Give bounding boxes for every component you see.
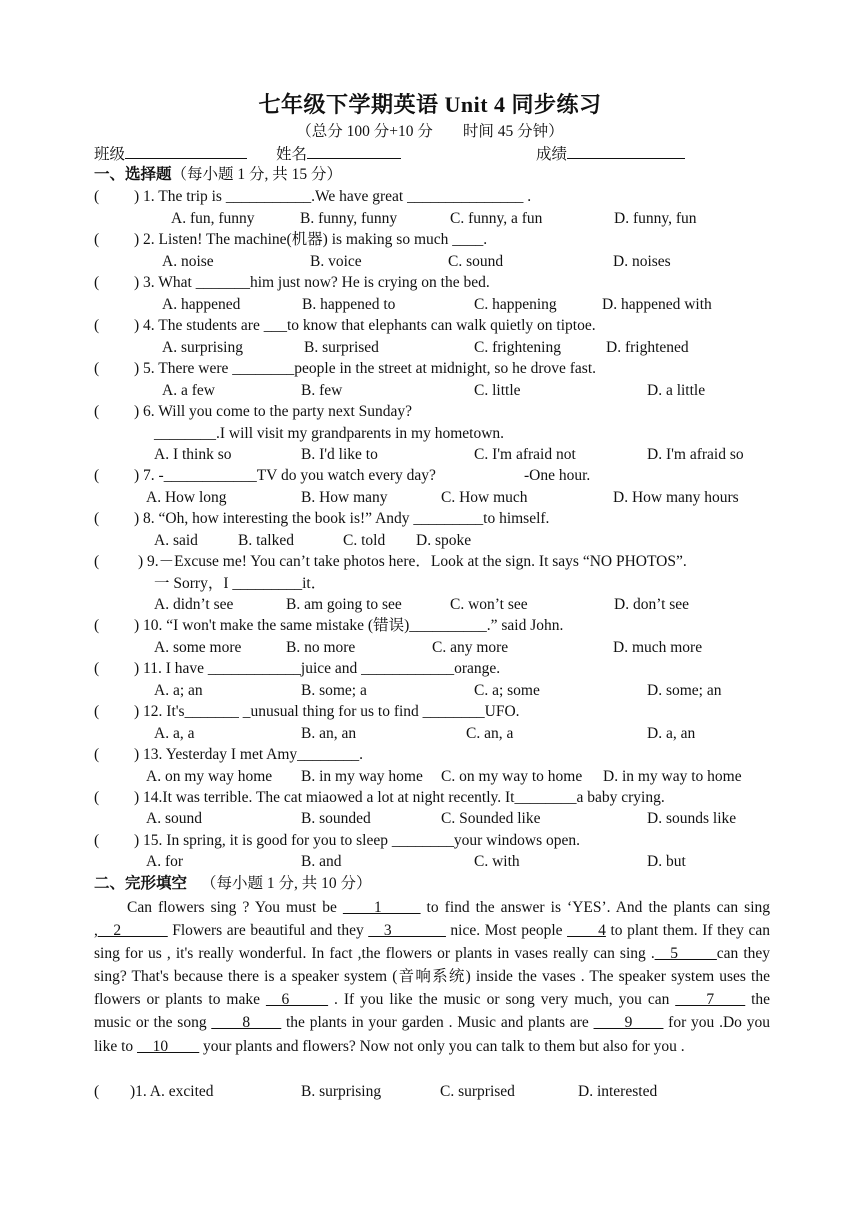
q3-option-c[interactable]: C. happening — [474, 296, 557, 313]
score-blank[interactable] — [567, 143, 685, 159]
question-stem: )1. A. excited — [130, 1083, 214, 1100]
q14-option-c[interactable]: C. Sounded like — [441, 810, 541, 827]
cloze-blank-4[interactable]: ____4 — [567, 922, 606, 940]
q3-option-a[interactable]: A. happened — [162, 296, 241, 313]
q9-option-d[interactable]: D. don’t see — [614, 596, 690, 613]
q15-option-b[interactable]: B. and — [301, 853, 342, 870]
section2-heading — [94, 874, 372, 894]
score-field[interactable] — [536, 143, 685, 165]
section2-title: 二、完形填空 — [94, 875, 188, 892]
q7-option-b[interactable]: B. How many — [301, 489, 388, 506]
q10-option-b[interactable]: B. no more — [286, 639, 356, 656]
q8-option-b[interactable]: B. talked — [238, 532, 294, 549]
q9-option-a[interactable]: A. didn’t see — [154, 596, 234, 613]
question-7-reply: -One hour. — [524, 467, 591, 484]
cloze-blank-8[interactable]: ____8____ — [211, 1014, 282, 1032]
total-score-text: （总分 100 分+10 分 — [296, 123, 433, 140]
q1-option-a[interactable]: A. fun, funny — [171, 210, 255, 227]
q8-option-c[interactable]: C. told — [343, 532, 386, 549]
cloze-passage: Can flowers sing ? You must be ____1_____ to find the answer is ‘YES’. And the plants can sing ,__2______ Flowers are beautiful and they __3_______ nice. Most people ____4 to plant them. If they can sing for us , it's really wonderful. In fact ,the flowers or plants in vases really can sing .__5_____can they sing? That's because there is a speaker system (音响系统) inside the vases . The speaker system uses the flowers or plants to make __6_____ . If you like the music or song very much, you can ____7____ the music or the song ____8____ the plants in your garden . Music and plants are ____9____ for you .Do you like to __10____ your plants and flowers? Now not only you can talk to them but also for you . — [94, 899, 771, 1055]
question-9-response: 一 Sorry，I _________it． — [154, 575, 327, 592]
question-stem: ) 12. It's_______ _unusual thing for us to find ________UFO. — [134, 703, 520, 720]
question-5: ( ) 5. There were ________people in the street at midnight, so he drove fast. — [94, 360, 597, 377]
question-stem: ) 15. In spring, it is good for you to sleep ________your windows open. — [134, 832, 581, 849]
q4-option-b[interactable]: B. surprised — [304, 339, 379, 356]
question-stem: ) 9.－Excuse me! You can’t take photos here．Look at the sign. It says “NO PHOTOS”. — [138, 553, 687, 570]
question-stem: ) 13. Yesterday I met Amy________. — [134, 746, 364, 763]
question-6-response: ________.I will visit my grandparents in my hometown. — [154, 425, 505, 442]
question-stem: ) 2. Listen! The machine(机器) is making so much ____. — [134, 231, 488, 248]
q3-option-b[interactable]: B. happened to — [302, 296, 396, 313]
q1-option-b[interactable]: B. funny, funny — [300, 210, 398, 227]
name-blank[interactable] — [307, 143, 401, 159]
q13-option-b[interactable]: B. in my way home — [301, 768, 423, 785]
q9-option-b[interactable]: B. am going to see — [286, 596, 402, 613]
question-stem: ) 1. The trip is ___________.We have great _______________ . — [134, 188, 532, 205]
class-blank[interactable] — [125, 143, 247, 159]
cloze-question-1: ( )1. A. excited — [94, 1083, 214, 1100]
question-stem: ) 5. There were ________people in the street at midnight, so he drove fast. — [134, 360, 597, 377]
question-3: ( ) 3. What _______him just now? He is crying on the bed. — [94, 274, 490, 291]
q9-option-c[interactable]: C. won’t see — [450, 596, 528, 613]
q4-option-d[interactable]: D. frightened — [606, 339, 689, 356]
question-stem: ) 10. “I won't make the same mistake (错误)__________.” said John. — [134, 617, 564, 634]
class-field[interactable] — [94, 143, 247, 165]
section2-note: （每小题 1 分, 共 10 分） — [201, 875, 372, 892]
question-7: ( ) 7. -____________TV do you watch every day? — [94, 467, 436, 484]
page-subtitle — [0, 119, 860, 141]
cloze-blank-7[interactable]: ____7____ — [675, 991, 746, 1009]
q15-option-d[interactable]: D. but — [647, 853, 686, 870]
cloze-blank-1[interactable]: ____1_____ — [342, 899, 421, 916]
question-11: ( ) 11. I have ____________juice and ____________orange. — [94, 660, 501, 677]
q7-option-d[interactable]: D. How many hours — [613, 489, 739, 506]
question-2: ( ) 2. Listen! The machine(机器) is making so much ____. — [94, 231, 488, 248]
q15-option-c[interactable]: C. with — [474, 853, 520, 870]
name-label: 姓名 — [276, 146, 308, 163]
cloze-q1-option-c[interactable]: C. surprised — [440, 1083, 515, 1100]
q11-option-b[interactable]: B. some; a — [301, 682, 367, 699]
score-label: 成绩 — [536, 146, 568, 163]
q14-option-a[interactable]: A. sound — [146, 810, 202, 827]
question-6: ( ) 6. Will you come to the party next Sunday? — [94, 403, 413, 420]
name-field[interactable] — [276, 143, 401, 165]
q13-option-a[interactable]: A. on my way home — [146, 768, 273, 785]
q4-option-c[interactable]: C. frightening — [474, 339, 561, 356]
q8-option-a[interactable]: A. said — [154, 532, 198, 549]
question-stem: ) 7. -____________TV do you watch every day? — [134, 467, 436, 484]
question-4: ( ) 4. The students are ___to know that elephants can walk quietly on tiptoe. — [94, 317, 596, 334]
q7-option-a[interactable]: A. How long — [146, 489, 227, 506]
q12-option-d[interactable]: D. a, an — [647, 725, 696, 742]
q12-option-b[interactable]: B. an, an — [301, 725, 357, 742]
section1-heading — [94, 165, 342, 185]
question-12: ( ) 12. It's_______ _unusual thing for us to find ________UFO. — [94, 703, 520, 720]
cloze-blank-2[interactable]: __2______ — [97, 922, 168, 940]
cloze-q1-option-d[interactable]: D. interested — [578, 1083, 658, 1100]
q1-option-d[interactable]: D. funny, fun — [614, 210, 697, 227]
question-stem: ) 3. What _______him just now? He is crying on the bed. — [134, 274, 490, 291]
question-stem: ) 6. Will you come to the party next Sunday? — [134, 403, 413, 420]
cloze-blank-6[interactable]: __6_____ — [266, 991, 328, 1009]
cloze-blank-3[interactable]: __3_______ — [368, 922, 446, 940]
q5-option-c[interactable]: C. little — [474, 382, 521, 399]
q2-option-a[interactable]: A. noise — [162, 253, 214, 270]
section1-note: （每小题 1 分, 共 15 分） — [171, 166, 343, 183]
q6-option-c[interactable]: C. I'm afraid not — [474, 446, 576, 463]
q13-option-d[interactable]: D. in my way to home — [603, 768, 742, 785]
question-8: ( ) 8. “Oh, how interesting the book is!” Andy _________to himself. — [94, 510, 550, 527]
q10-option-c[interactable]: C. any more — [432, 639, 509, 656]
q2-option-b[interactable]: B. voice — [310, 253, 362, 270]
question-15: ( ) 15. In spring, it is good for you to sleep ________your windows open. — [94, 832, 581, 849]
q14-option-d[interactable]: D. sounds like — [647, 810, 737, 827]
time-limit-text: 时间 45 分钟） — [462, 123, 564, 140]
q4-option-a[interactable]: A. surprising — [162, 339, 243, 356]
q6-option-d[interactable]: D. I'm afraid so — [647, 446, 744, 463]
q11-option-d[interactable]: D. some; an — [647, 682, 722, 699]
q13-option-c[interactable]: C. on my way to home — [441, 768, 583, 785]
q12-option-a[interactable]: A. a, a — [154, 725, 195, 742]
q10-option-d[interactable]: D. much more — [613, 639, 703, 656]
question-stem: ) 11. I have ____________juice and ____________orange. — [134, 660, 501, 677]
q12-option-c[interactable]: C. an, a — [466, 725, 514, 742]
cloze-blank-10[interactable]: __10____ — [137, 1037, 200, 1055]
class-label: 班级 — [94, 146, 126, 163]
cloze-q1-option-b[interactable]: B. surprising — [301, 1083, 382, 1100]
page-title: 七年级下学期英语 Unit 4 同步练习 — [258, 92, 602, 117]
section1-title: 一、选择题 — [94, 166, 172, 183]
cloze-blank-9[interactable]: ____9____ — [593, 1014, 664, 1032]
q14-option-b[interactable]: B. sounded — [301, 810, 371, 827]
q2-option-d[interactable]: D. noises — [613, 253, 671, 270]
q10-option-a[interactable]: A. some more — [154, 639, 242, 656]
question-stem: ) 8. “Oh, how interesting the book is!” Andy _________to himself. — [134, 510, 550, 527]
question-14: ( ) 14.It was terrible. The cat miaowed a lot at night recently. It________a baby crying. — [94, 789, 665, 806]
q8-option-d[interactable]: D. spoke — [416, 532, 472, 549]
q7-option-c[interactable]: C. How much — [441, 489, 528, 506]
question-10: ( ) 10. “I won't make the same mistake (错误)__________.” said John. — [94, 617, 564, 634]
question-stem: ) 14.It was terrible. The cat miaowed a lot at night recently. It________a baby crying. — [134, 789, 665, 806]
q5-option-a[interactable]: A. a few — [162, 382, 215, 399]
question-1: ( ) 1. The trip is ___________.We have great _______________ . — [94, 188, 532, 205]
q6-option-a[interactable]: A. I think so — [154, 446, 232, 463]
question-13: ( ) 13. Yesterday I met Amy________. — [94, 746, 364, 763]
q15-option-a[interactable]: A. for — [146, 853, 184, 870]
question-9: ( ) 9.－Excuse me! You can’t take photos here．Look at the sign. It says “NO PHOTOS”. — [94, 553, 687, 570]
q6-option-b[interactable]: B. I'd like to — [301, 446, 378, 463]
question-stem: ) 4. The students are ___to know that elephants can walk quietly on tiptoe. — [134, 317, 596, 334]
q11-option-a[interactable]: A. a; an — [154, 682, 203, 699]
q5-option-d[interactable]: D. a little — [647, 382, 706, 399]
q3-option-d[interactable]: D. happened with — [602, 296, 712, 313]
q11-option-c[interactable]: C. a; some — [474, 682, 540, 699]
cloze-blank-5[interactable]: __5_____ — [654, 945, 717, 963]
q1-option-c[interactable]: C. funny, a fun — [450, 210, 543, 227]
q2-option-c[interactable]: C. sound — [448, 253, 504, 270]
q5-option-b[interactable]: B. few — [301, 382, 343, 399]
